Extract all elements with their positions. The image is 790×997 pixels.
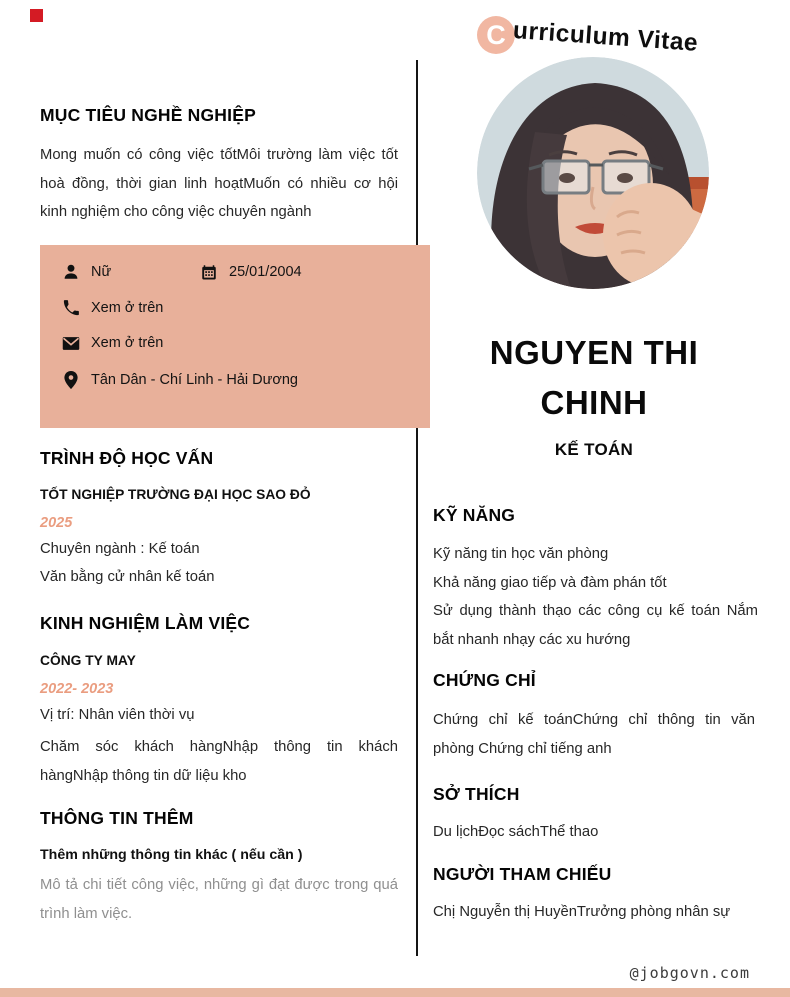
- education-school: TỐT NGHIỆP TRƯỜNG ĐẠI HỌC SAO ĐỎ: [40, 487, 311, 502]
- experience-company: CÔNG TY MAY: [40, 653, 136, 668]
- phone-value: Xem ở trên: [91, 300, 164, 316]
- info-row-gender: [62, 263, 111, 281]
- education-major: Chuyên ngành : Kế toán: [40, 541, 200, 557]
- section-heading-additional: THÔNG TIN THÊM: [40, 808, 194, 828]
- person-icon: [62, 263, 80, 281]
- hobbies-text: Du lịchĐọc sáchThể thao: [433, 824, 599, 840]
- phone-icon: [62, 299, 80, 317]
- corner-red-mark: [30, 9, 43, 22]
- section-heading-education: TRÌNH ĐỘ HỌC VẤN: [40, 448, 214, 468]
- mail-icon: [62, 336, 80, 351]
- info-row-address: [62, 370, 298, 390]
- references-text: Chị Nguyễn thị HuyềnTrưởng phòng nhân sự: [433, 904, 731, 920]
- education-degree: Văn bằng cử nhân kế toán: [40, 569, 215, 585]
- skill-item: Khả năng giao tiếp và đàm phán tốt: [433, 574, 667, 591]
- email-value: Xem ở trên: [91, 335, 164, 351]
- site-credit: @jobgovn.com: [629, 964, 750, 982]
- info-row-phone: [62, 299, 163, 317]
- personal-info-box: [40, 245, 430, 428]
- section-heading-hobbies: SỞ THÍCH: [433, 784, 520, 804]
- skill-item: Kỹ năng tin học văn phòng: [433, 546, 609, 562]
- section-heading-experience: KINH NGHIỆM LÀM VIỆC: [40, 613, 251, 633]
- profile-photo: [477, 57, 709, 289]
- skill-item: Sử dụng thành thạo các công cụ kế toán Nắm bắt nhanh nhạy các xu hướng: [433, 603, 758, 648]
- skills-list: [433, 540, 758, 654]
- cv-logo-badge: [477, 16, 515, 54]
- gender-value: Nữ: [91, 264, 112, 280]
- section-heading-objective: MỤC TIÊU NGHỀ NGHIỆP: [40, 105, 256, 125]
- calendar-icon: [200, 263, 218, 281]
- candidate-job-title: KẾ TOÁN: [554, 440, 634, 459]
- experience-description: Chăm sóc khách hàngNhập thông tin khách hàngNhập thông tin dữ liệu kho: [40, 739, 398, 784]
- location-icon: [62, 370, 80, 390]
- column-divider: [416, 60, 418, 956]
- address-value: Tân Dân - Chí Linh - Hải Dương: [91, 372, 298, 388]
- additional-subheading: Thêm những thông tin khác ( nếu cần ): [40, 847, 303, 863]
- certificates-text: Chứng chỉ kế toánChứng chỉ thông tin văn phòng Chứng chỉ tiếng anh: [433, 712, 755, 757]
- info-row-dob: [200, 263, 302, 281]
- section-heading-skills: KỸ NĂNG: [433, 505, 516, 525]
- additional-note: Mô tả chi tiết công việc, những gì đạt được trong quá trình làm việc.: [40, 877, 398, 922]
- cv-logo-text: urriculum Vitae: [512, 17, 699, 57]
- experience-period: 2022- 2023: [40, 681, 114, 697]
- candidate-name-line2: CHINH: [540, 384, 648, 421]
- candidate-name: [433, 328, 755, 428]
- footer-accent-bar: [0, 988, 790, 997]
- objective-text: Mong muốn có công việc tốtMôi trường làm việc tốt hoà đồng, thời gian linh hoạtMuốn có nhiều cơ hội kinh nghiệm cho công việc chuyên ngành: [40, 147, 398, 220]
- candidate-name-line1: NGUYEN THI: [489, 334, 699, 371]
- section-heading-references: NGƯỜI THAM CHIẾU: [433, 864, 612, 884]
- info-row-email: [62, 335, 163, 351]
- profile-photo-illustration: [477, 57, 709, 289]
- experience-position: Vị trí: Nhân viên thời vụ: [40, 707, 195, 723]
- cv-logo-initial: C: [486, 19, 506, 50]
- section-heading-certificates: CHỨNG CHỈ: [433, 670, 536, 690]
- education-year: 2025: [40, 515, 73, 531]
- dob-value: 25/01/2004: [229, 264, 302, 280]
